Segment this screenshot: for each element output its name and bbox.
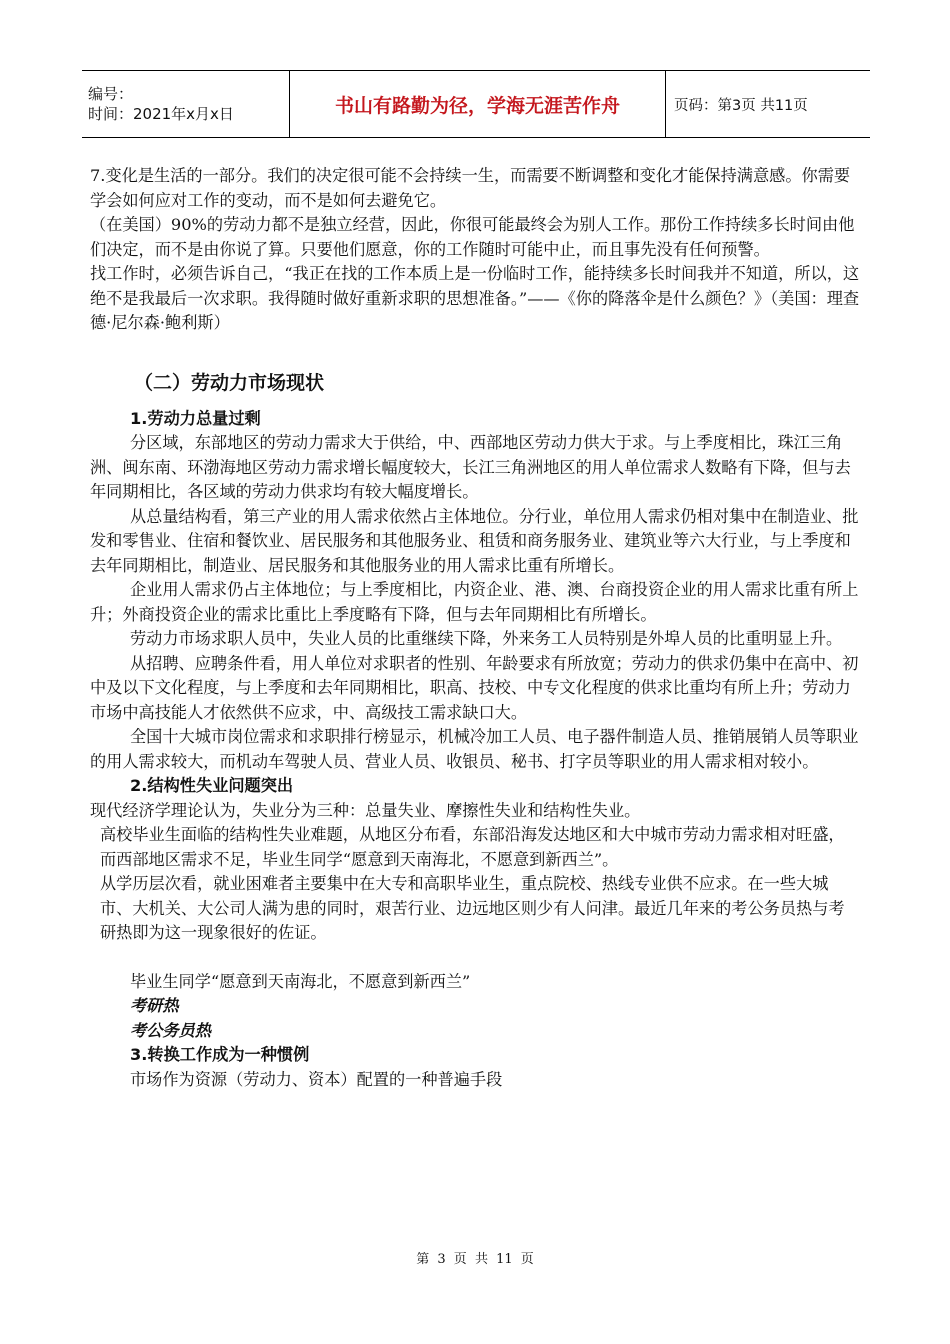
intro-paragraph-3: 找工作时，必须告诉自己，“我正在找的工作本质上是一份临时工作，能持续多长时间我并不知道，所以，这绝不是我最后一次求职。我得随时做好重新求职的思想准备。”——《你的降落伞是什么颜色？》（美国：理查德·尼尔森·鲍利斯）: [90, 264, 860, 332]
footer-text: 第: [416, 1252, 430, 1267]
footer-page-number: 3: [437, 1252, 446, 1267]
header-meta: [82, 71, 290, 137]
sub1-paragraph: 劳动力市场求职人员中，失业人员的比重继续下降，外来务工人员特别是外埠人员的比重明显上升。: [130, 629, 843, 648]
page-footer: [0, 1248, 950, 1267]
header-page-info: [666, 71, 870, 137]
footer-text: 共: [474, 1252, 488, 1267]
page-header: [82, 70, 870, 138]
sub2-quote: 毕业生同学“愿意到天南海北，不愿意到新西兰”: [130, 971, 471, 991]
sub2-paragraph-1: 现代经济学理论认为，失业分为三种：总量失业、摩擦性失业和结构性失业。: [90, 800, 641, 820]
header-motto: [290, 71, 666, 137]
sub2-paragraph-2: 高校毕业生面临的结构性失业难题，从地区分布看，东部沿海发达地区和大中城市劳动力需求相对旺盛，而西部地区需求不足，毕业生同学“愿意到天南海北，不愿意到新西兰”。: [100, 825, 845, 869]
motto-text: 书山有路勤为径，学海无涯苦作舟: [334, 94, 620, 117]
subsection-2-title: 2.结构性失业问题突出: [130, 776, 294, 795]
intro-paragraph-2: （在美国）90%的劳动力都不是独立经营，因此，你很可能最终会为别人工作。那份工作持续多长时间由他们决定，而不是由你说了算。只要他们愿意，你的工作随时可能中止，而且事先没有任何预警。: [90, 215, 855, 259]
date-label: 时间：2021年x月x日: [88, 105, 234, 123]
document-body: [90, 164, 860, 1092]
code-label: 编号：: [88, 85, 134, 103]
sub1-paragraph: 从总量结构看，第三产业的用人需求依然占主体地位。分行业，单位用人需求仍相对集中在制造业、批发和零售业、住宿和餐饮业、居民服务和其他服务业、租赁和商务服务业、建筑业等六大行业，与上季度和去年同期相比，制造业、居民服务和其他服务业的用人需求比重有所增长。: [90, 506, 859, 575]
page-info-text: 页码：第3页 共11页: [674, 97, 808, 114]
sub1-paragraph: 企业用人需求仍占主体地位；与上季度相比，内资企业、港、澳、台商投资企业的用人需求比重有所上升；外商投资企业的需求比重比上季度略有下降，但与去年同期相比有所增长。: [90, 580, 859, 624]
sub1-paragraph: 全国十大城市岗位需求和求职排行榜显示，机械冷加工人员、电子器件制造人员、推销展销人员等职业的用人需求较大，而机动车驾驶人员、营业人员、收银员、秘书、打字员等职业的用人需求相对较小。: [90, 727, 859, 771]
intro-paragraph-1: 7.变化是生活的一部分。我们的决定很可能不会持续一生，而需要不断调整和变化才能保持满意感。你需要学会如何应对工作的变动，而不是如何去避免它。: [90, 166, 851, 210]
sub1-paragraph: 从招聘、应聘条件看，用人单位对求职者的性别、年龄要求有所放宽；劳动力的供求仍集中在高中、初中及以下文化程度，与上季度和去年同期相比，职高、技校、中专文化程度的供求比重均有所上升；劳动力市场中高技能人才依然供不应求，中、高级技工需求缺口大。: [90, 653, 859, 722]
subsection-1-title: 1.劳动力总量过剩: [130, 408, 261, 428]
sub1-paragraph: 分区域，东部地区的劳动力需求大于供给，中、西部地区劳动力供大于求。与上季度相比，珠江三角洲、闽东南、环渤海地区劳动力需求增长幅度较大，长江三角洲地区的用人单位需求人数略有下降，但与去年同期相比，各区域的劳动力供求均有较大幅度增长。: [90, 433, 851, 501]
emphasis-gongwuyuan: 考公务员热: [130, 1020, 211, 1040]
footer-text: 页: [520, 1252, 534, 1267]
footer-total-pages: 11: [496, 1252, 513, 1267]
subsection-3-title: 3.转换工作成为一种惯例: [130, 1045, 310, 1064]
sub2-paragraph-3: 从学历层次看，就业困难者主要集中在大专和高职毕业生，重点院校、热线专业供不应求。在一些大城市、大机关、大公司人满为患的同时，艰苦行业、边远地区则少有人问津。最近几年来的考公务员热与考研热即为这一现象很好的佐证。: [100, 874, 845, 942]
section-heading: （二）劳动力市场现状: [134, 371, 325, 394]
sub3-paragraph-1: 市场作为资源（劳动力、资本）配置的一种普遍手段: [130, 1069, 503, 1089]
emphasis-kaoyan: 考研热: [130, 996, 179, 1015]
footer-text: 页: [453, 1252, 467, 1267]
